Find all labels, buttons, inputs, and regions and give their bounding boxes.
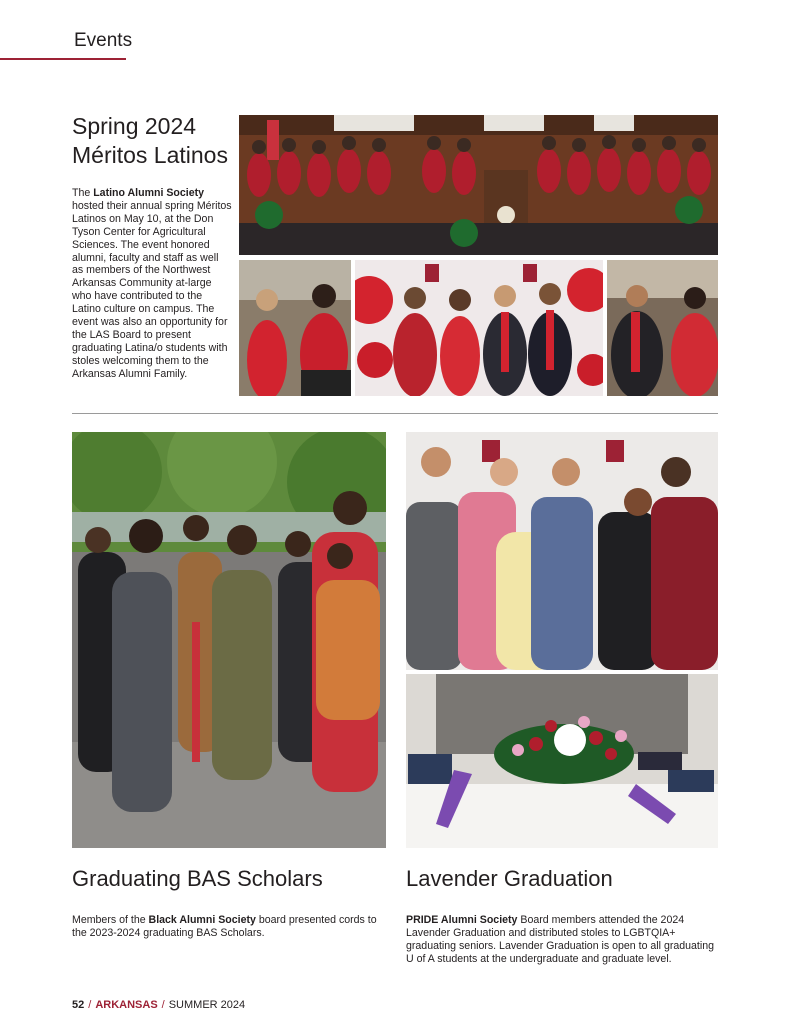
section-label: Events <box>74 30 133 51</box>
story1-title <box>72 112 242 170</box>
story1-text: hosted their annual spring Méritos Latinos on May 10, at the Don Tyson Center for Agricultural Sciences. The event honored alumni, faculty and staff as well as members of the Northwest Arkansas Community at-large who have contributed to the Latino culture on campus. The event was also an opportunity for the LAS Board to present graduating Latina/o students with stoles welcoming them to the Arkansas Alumni Family. <box>72 199 232 380</box>
page-number: 52 <box>72 999 85 1011</box>
story1-intro: The <box>72 187 94 199</box>
story1-org: Latino Alumni Society <box>93 187 205 199</box>
page-footer <box>72 999 245 1011</box>
story2-body <box>72 914 390 940</box>
stole-photo-3 <box>607 260 718 396</box>
footer-separator: / <box>88 999 92 1011</box>
stole-photo-2 <box>355 260 603 396</box>
section-rule <box>0 58 126 60</box>
story3-title: Lavender Graduation <box>406 866 613 891</box>
footer-issue: SUMMER 2024 <box>168 999 246 1011</box>
story3-text: Board members attended the 2024 Lavender Graduation and distributed stoles to LGBTQIA+ graduating seniors. Lavender Graduation is open to all graduating U of A students at the undergraduate and graduate level. <box>406 914 715 965</box>
group-photo-bas <box>72 432 386 848</box>
story2-title: Graduating BAS Scholars <box>72 866 323 891</box>
table-photo-lavender <box>406 674 718 848</box>
story3-body <box>406 914 724 966</box>
story2-text: board presented cords to the 2023-2024 graduating BAS Scholars. <box>72 914 377 939</box>
section-divider <box>72 413 718 414</box>
story1-title-line1: Spring 2024 <box>72 113 197 139</box>
story1-body <box>72 187 232 381</box>
story2-org: Black Alumni Society <box>148 914 256 926</box>
group-photo-meritos <box>239 115 718 255</box>
story2-intro: Members of the <box>72 914 149 926</box>
story1-title-line2: Méritos Latinos <box>72 142 228 168</box>
stole-photo-1 <box>239 260 351 396</box>
footer-brand: ARKANSAS <box>95 999 158 1011</box>
footer-separator-2: / <box>161 999 165 1011</box>
story3-org: PRIDE Alumni Society <box>406 914 518 926</box>
group-photo-lavender <box>406 432 718 670</box>
